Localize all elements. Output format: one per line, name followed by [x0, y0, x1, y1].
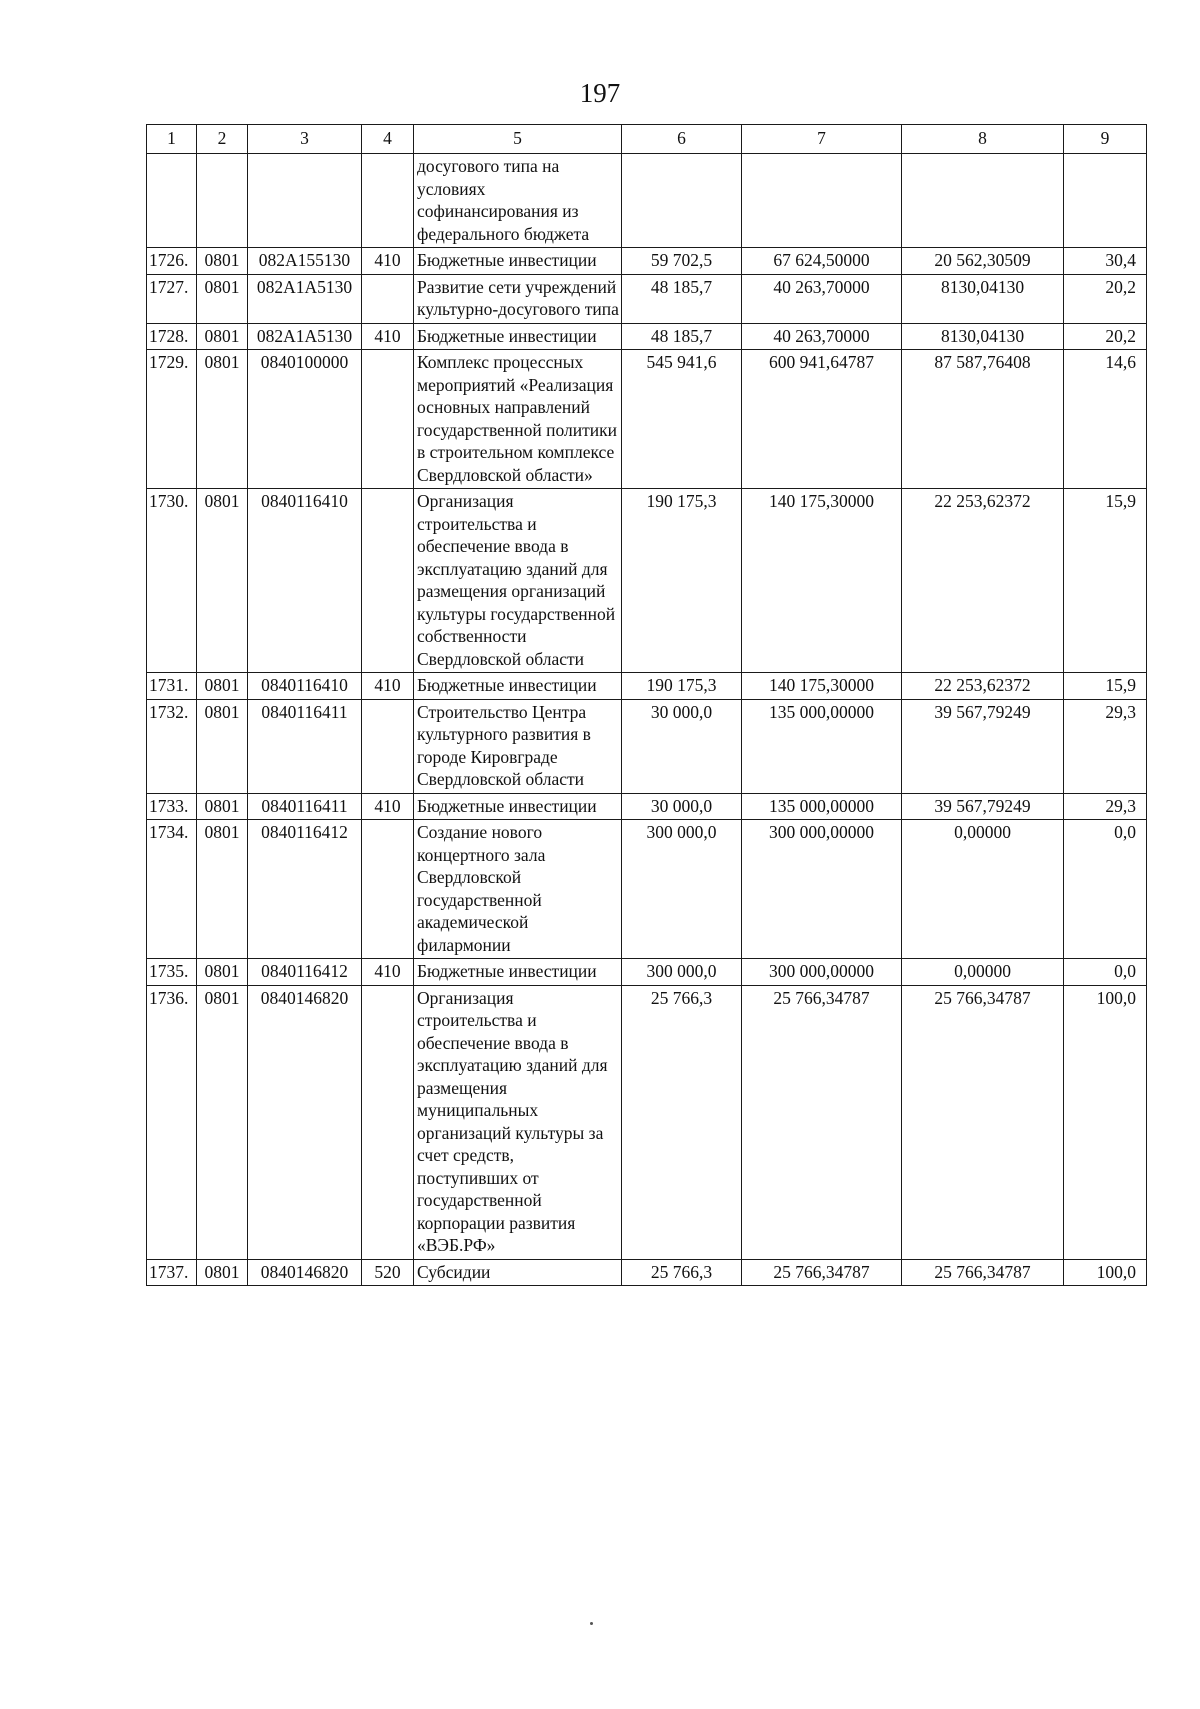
expense-type-code: 410 — [362, 673, 414, 700]
expense-type-code — [362, 489, 414, 673]
executed-amount: 25 766,34787 — [902, 985, 1064, 1259]
budget-amount: 40 263,70000 — [742, 274, 902, 323]
table-row — [147, 154, 1147, 248]
target-article-code: 082A1A5130 — [248, 323, 362, 350]
budget-amount: 300 000,00000 — [742, 959, 902, 986]
executed-amount: 39 567,79249 — [902, 793, 1064, 820]
execution-percent: 0,0 — [1064, 820, 1147, 959]
section-code — [197, 154, 248, 248]
expense-type-code: 520 — [362, 1259, 414, 1286]
executed-amount: 87 587,76408 — [902, 350, 1064, 489]
approved-amount: 545 941,6 — [622, 350, 742, 489]
executed-amount: 8130,04130 — [902, 323, 1064, 350]
budget-table — [146, 124, 1147, 1286]
row-number: 1734. — [147, 820, 197, 959]
approved-amount: 300 000,0 — [622, 959, 742, 986]
table-row — [147, 820, 1147, 959]
budget-amount: 40 263,70000 — [742, 323, 902, 350]
row-number: 1730. — [147, 489, 197, 673]
target-article-code: 0840116412 — [248, 959, 362, 986]
approved-amount — [622, 154, 742, 248]
item-name: Комплекс процессных мероприятий «Реализация основных направлений государственной политики в строительном комплексе Свердловской области» — [414, 350, 622, 489]
row-number: 1729. — [147, 350, 197, 489]
item-name: Бюджетные инвестиции — [414, 793, 622, 820]
table-row — [147, 959, 1147, 986]
execution-percent: 15,9 — [1064, 489, 1147, 673]
approved-amount: 59 702,5 — [622, 248, 742, 275]
budget-amount: 135 000,00000 — [742, 699, 902, 793]
page-number: 197 — [579, 78, 621, 108]
section-code: 0801 — [197, 673, 248, 700]
execution-percent: 0,0 — [1064, 959, 1147, 986]
item-name: досугового типа на условиях софинансирования из федерального бюджета — [414, 154, 622, 248]
item-name: Бюджетные инвестиции — [414, 959, 622, 986]
section-code: 0801 — [197, 350, 248, 489]
item-name: Создание нового концертного зала Свердловской государственной академической филармонии — [414, 820, 622, 959]
table-row — [147, 673, 1147, 700]
execution-percent: 14,6 — [1064, 350, 1147, 489]
item-name: Развитие сети учреждений культурно-досугового типа — [414, 274, 622, 323]
budget-amount: 140 175,30000 — [742, 489, 902, 673]
section-code: 0801 — [197, 1259, 248, 1286]
executed-amount: 22 253,62372 — [902, 489, 1064, 673]
executed-amount: 0,00000 — [902, 820, 1064, 959]
budget-amount: 300 000,00000 — [742, 820, 902, 959]
approved-amount: 190 175,3 — [622, 489, 742, 673]
item-name: Организация строительства и обеспечение ввода в эксплуатацию зданий для размещения муниципальных организаций культуры за счет средств, поступивших от государственной корпорации развития «ВЭБ.РФ» — [414, 985, 622, 1259]
row-number: 1726. — [147, 248, 197, 275]
row-number: 1728. — [147, 323, 197, 350]
executed-amount: 8130,04130 — [902, 274, 1064, 323]
execution-percent: 30,4 — [1064, 248, 1147, 275]
row-number: 1735. — [147, 959, 197, 986]
header-cell: 7 — [742, 125, 902, 154]
execution-percent: 100,0 — [1064, 1259, 1147, 1286]
executed-amount: 25 766,34787 — [902, 1259, 1064, 1286]
execution-percent: 29,3 — [1064, 699, 1147, 793]
item-name: Субсидии — [414, 1259, 622, 1286]
section-code: 0801 — [197, 793, 248, 820]
approved-amount: 190 175,3 — [622, 673, 742, 700]
table-body — [147, 154, 1147, 1286]
table-row — [147, 1259, 1147, 1286]
execution-percent: 29,3 — [1064, 793, 1147, 820]
table-row — [147, 323, 1147, 350]
execution-percent: 20,2 — [1064, 323, 1147, 350]
row-number: 1732. — [147, 699, 197, 793]
row-number: 1733. — [147, 793, 197, 820]
budget-amount: 140 175,30000 — [742, 673, 902, 700]
target-article-code: 0840146820 — [248, 1259, 362, 1286]
table-row — [147, 699, 1147, 793]
header-cell: 2 — [197, 125, 248, 154]
row-number: 1727. — [147, 274, 197, 323]
row-number: 1737. — [147, 1259, 197, 1286]
scan-dot — [590, 1622, 593, 1625]
table-row — [147, 350, 1147, 489]
approved-amount: 25 766,3 — [622, 985, 742, 1259]
execution-percent: 100,0 — [1064, 985, 1147, 1259]
expense-type-code — [362, 274, 414, 323]
target-article-code: 0840116410 — [248, 673, 362, 700]
header-row — [147, 125, 1147, 154]
header-cell: 3 — [248, 125, 362, 154]
row-number: 1731. — [147, 673, 197, 700]
target-article-code: 0840146820 — [248, 985, 362, 1259]
table-row — [147, 793, 1147, 820]
table-row — [147, 248, 1147, 275]
item-name: Бюджетные инвестиции — [414, 323, 622, 350]
section-code: 0801 — [197, 248, 248, 275]
expense-type-code — [362, 154, 414, 248]
target-article-code: 0840116411 — [248, 699, 362, 793]
item-name: Бюджетные инвестиции — [414, 673, 622, 700]
target-article-code: 0840100000 — [248, 350, 362, 489]
item-name: Организация строительства и обеспечение ввода в эксплуатацию зданий для размещения организаций культуры государственной собственности Свердловской области — [414, 489, 622, 673]
expense-type-code — [362, 699, 414, 793]
expense-type-code — [362, 985, 414, 1259]
section-code: 0801 — [197, 959, 248, 986]
executed-amount: 0,00000 — [902, 959, 1064, 986]
execution-percent: 20,2 — [1064, 274, 1147, 323]
section-code: 0801 — [197, 274, 248, 323]
expense-type-code: 410 — [362, 959, 414, 986]
target-article-code: 0840116412 — [248, 820, 362, 959]
target-article-code — [248, 154, 362, 248]
header-cell: 1 — [147, 125, 197, 154]
executed-amount — [902, 154, 1064, 248]
table-row — [147, 274, 1147, 323]
header-cell: 9 — [1064, 125, 1147, 154]
target-article-code: 0840116411 — [248, 793, 362, 820]
execution-percent — [1064, 154, 1147, 248]
budget-amount — [742, 154, 902, 248]
target-article-code: 082A155130 — [248, 248, 362, 275]
budget-amount: 135 000,00000 — [742, 793, 902, 820]
header-cell: 4 — [362, 125, 414, 154]
header-cell: 6 — [622, 125, 742, 154]
table-row — [147, 489, 1147, 673]
approved-amount: 48 185,7 — [622, 323, 742, 350]
execution-percent: 15,9 — [1064, 673, 1147, 700]
section-code: 0801 — [197, 489, 248, 673]
expense-type-code: 410 — [362, 248, 414, 275]
section-code: 0801 — [197, 323, 248, 350]
expense-type-code — [362, 820, 414, 959]
expense-type-code: 410 — [362, 793, 414, 820]
executed-amount: 39 567,79249 — [902, 699, 1064, 793]
item-name: Бюджетные инвестиции — [414, 248, 622, 275]
approved-amount: 25 766,3 — [622, 1259, 742, 1286]
budget-amount: 67 624,50000 — [742, 248, 902, 275]
header-cell: 8 — [902, 125, 1064, 154]
target-article-code: 082A1A5130 — [248, 274, 362, 323]
table-row — [147, 985, 1147, 1259]
row-number: 1736. — [147, 985, 197, 1259]
approved-amount: 30 000,0 — [622, 699, 742, 793]
budget-amount: 600 941,64787 — [742, 350, 902, 489]
executed-amount: 22 253,62372 — [902, 673, 1064, 700]
expense-type-code — [362, 350, 414, 489]
section-code: 0801 — [197, 985, 248, 1259]
row-number — [147, 154, 197, 248]
budget-amount: 25 766,34787 — [742, 1259, 902, 1286]
section-code: 0801 — [197, 820, 248, 959]
approved-amount: 48 185,7 — [622, 274, 742, 323]
item-name: Строительство Центра культурного развития в городе Кировграде Свердловской области — [414, 699, 622, 793]
expense-type-code: 410 — [362, 323, 414, 350]
header-cell: 5 — [414, 125, 622, 154]
approved-amount: 300 000,0 — [622, 820, 742, 959]
section-code: 0801 — [197, 699, 248, 793]
budget-amount: 25 766,34787 — [742, 985, 902, 1259]
target-article-code: 0840116410 — [248, 489, 362, 673]
approved-amount: 30 000,0 — [622, 793, 742, 820]
executed-amount: 20 562,30509 — [902, 248, 1064, 275]
